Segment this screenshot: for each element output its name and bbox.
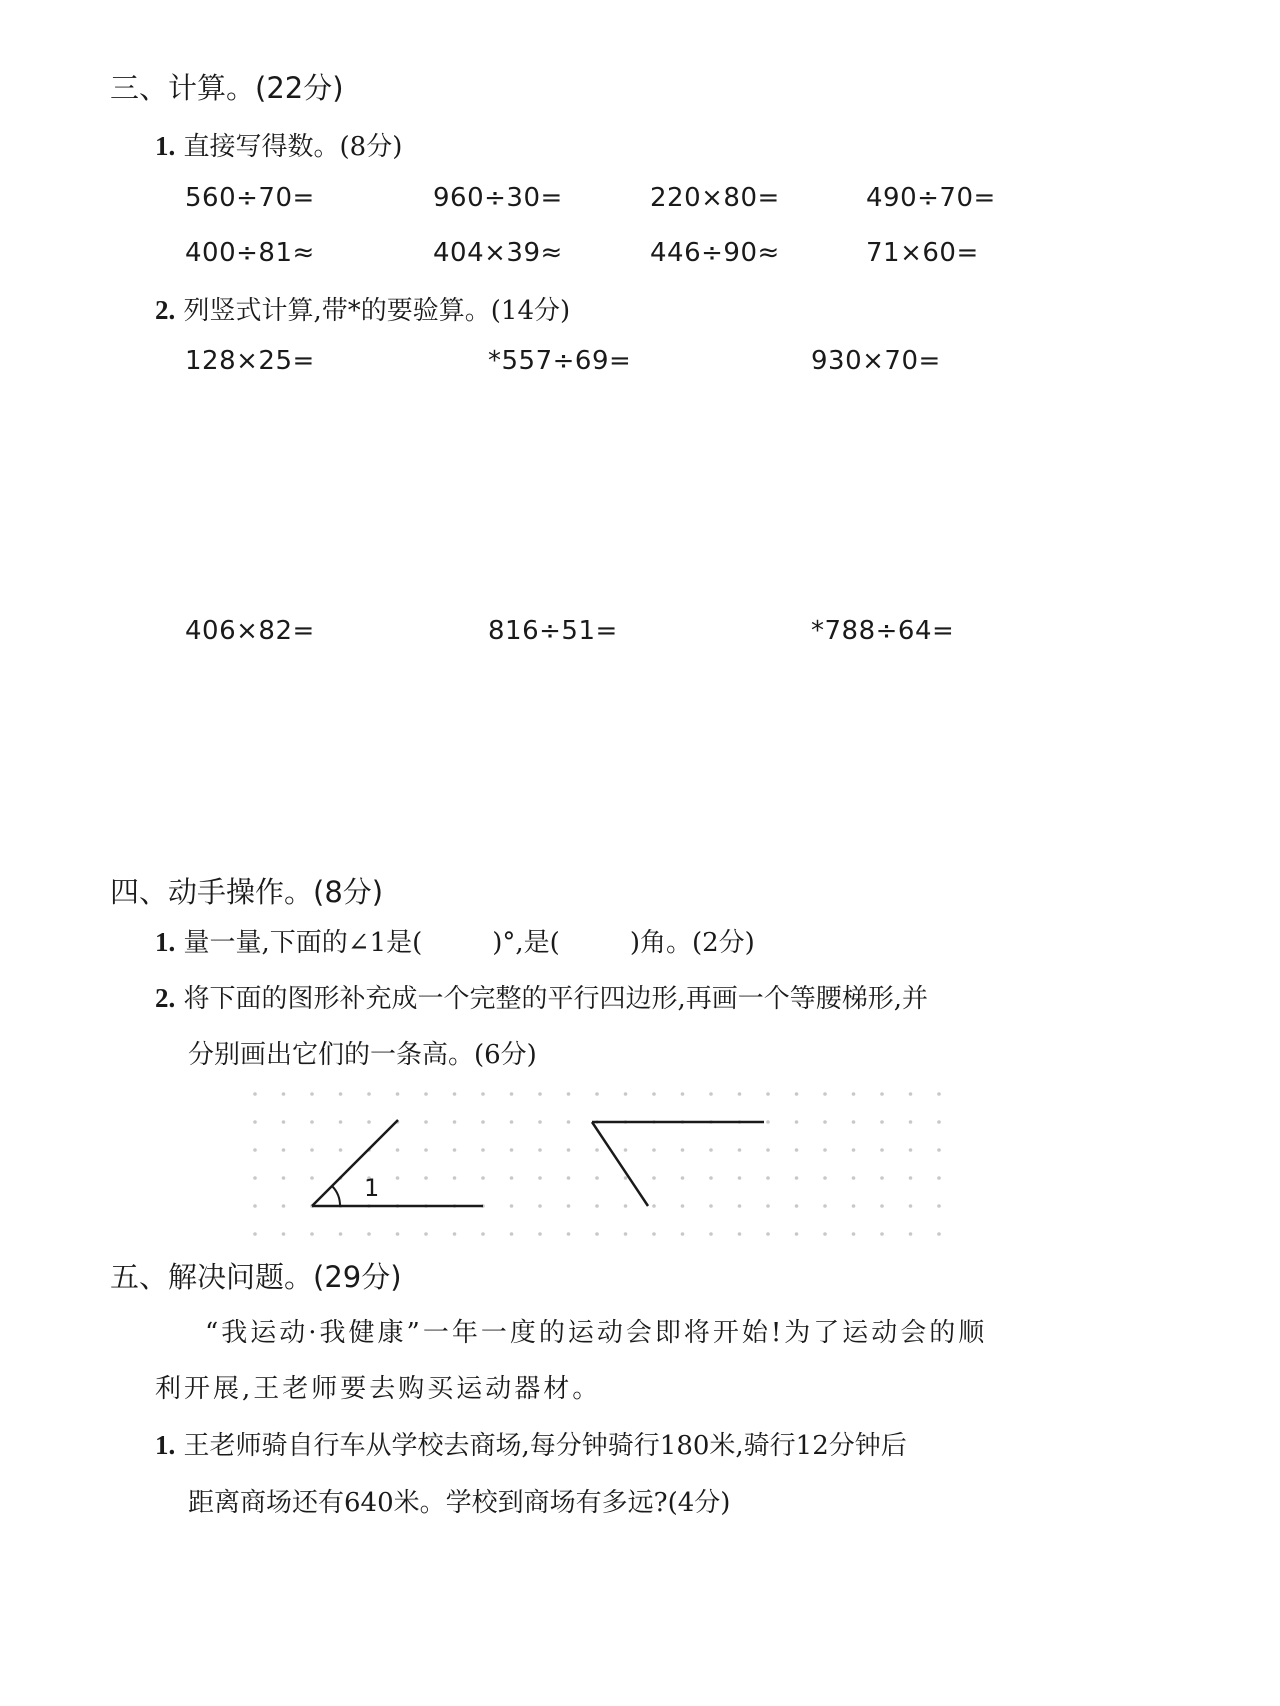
grid-dot (738, 1092, 742, 1096)
grid-dot (282, 1204, 286, 1208)
grid-dot (253, 1120, 257, 1124)
grid-dot (652, 1148, 656, 1152)
grid-dot (823, 1232, 827, 1236)
grid-dot (795, 1148, 799, 1152)
grid-dot (652, 1092, 656, 1096)
grid-dot (880, 1120, 884, 1124)
grid-dot (567, 1204, 571, 1208)
grid-dot (909, 1120, 913, 1124)
grid-dot (538, 1232, 542, 1236)
grid-dot (253, 1232, 257, 1236)
grid-dot (766, 1232, 770, 1236)
grid-dot (709, 1204, 713, 1208)
grid-dot (624, 1176, 628, 1180)
grid-dot (310, 1176, 314, 1180)
grid-dot (567, 1092, 571, 1096)
grid-dot (823, 1204, 827, 1208)
grid-dot (282, 1232, 286, 1236)
grid-dot (595, 1232, 599, 1236)
grid-dot (652, 1176, 656, 1180)
grid-dot (880, 1176, 884, 1180)
angle-arc (332, 1186, 340, 1206)
grid-dot (738, 1176, 742, 1180)
grid-dot (453, 1148, 457, 1152)
grid-dot (538, 1120, 542, 1124)
grid-dot (367, 1232, 371, 1236)
grid-dot (453, 1092, 457, 1096)
grid-dot (880, 1232, 884, 1236)
grid-dot (681, 1092, 685, 1096)
grid-dot (396, 1092, 400, 1096)
grid-dot (795, 1176, 799, 1180)
grid-dot (510, 1232, 514, 1236)
grid-dot (510, 1176, 514, 1180)
grid-dot (424, 1232, 428, 1236)
intro-line-1: “我运动·我健康”一年一度的运动会即将开始!为了运动会的顺 (205, 1318, 988, 1348)
grid-dot (481, 1092, 485, 1096)
grid-dot (339, 1148, 343, 1152)
grid-dot (595, 1148, 599, 1152)
grid-dot (766, 1204, 770, 1208)
grid-dot (481, 1176, 485, 1180)
expr-3-2-a: 128×25= (185, 346, 315, 376)
grid-dot (880, 1204, 884, 1208)
grid-dot (424, 1120, 428, 1124)
grid-dot (310, 1092, 314, 1096)
grid-dot (937, 1204, 941, 1208)
question-title: 列竖式计算,带*的要验算。(14分) (183, 296, 571, 326)
section-4-title: 四、动手操作。(8分) (110, 875, 384, 909)
grid-dot (310, 1148, 314, 1152)
grid-dot (880, 1092, 884, 1096)
grid-dot (339, 1232, 343, 1236)
grid-dot (709, 1092, 713, 1096)
grid-dot (253, 1148, 257, 1152)
grid-dot (795, 1204, 799, 1208)
grid-dot (880, 1148, 884, 1152)
angle-ray-slanted (312, 1120, 398, 1206)
grid-dot (852, 1092, 856, 1096)
grid-dot (538, 1204, 542, 1208)
grid-dot (823, 1176, 827, 1180)
grid-dot (709, 1176, 713, 1180)
grid-dot (282, 1176, 286, 1180)
grid-dot (310, 1120, 314, 1124)
grid-dot (738, 1232, 742, 1236)
question-4-2-line-2: 分别画出它们的一条高。(6分) (188, 1040, 537, 1070)
grid-dot (310, 1232, 314, 1236)
expr-3-1-d: 490÷70= (866, 183, 996, 213)
grid-dot (339, 1092, 343, 1096)
grid-dot (852, 1148, 856, 1152)
grid-dot (823, 1092, 827, 1096)
grid-dot (538, 1176, 542, 1180)
question-number: 2. (155, 983, 176, 1013)
grid-dot (852, 1204, 856, 1208)
question-text: 王老师骑自行车从学校去商场,每分钟骑行180米,骑行12分钟后 (183, 1431, 907, 1461)
grid-dot (937, 1092, 941, 1096)
grid-dot (652, 1232, 656, 1236)
grid-dot (823, 1148, 827, 1152)
grid-dot (766, 1176, 770, 1180)
expr-3-2-e: 816÷51= (488, 616, 618, 646)
grid-dot (624, 1148, 628, 1152)
expr-3-2-b: *557÷69= (488, 346, 632, 376)
grid-dot (253, 1092, 257, 1096)
grid-dot (681, 1176, 685, 1180)
grid-dot (852, 1120, 856, 1124)
grid-dot (396, 1148, 400, 1152)
section-3-title: 三、计算。(22分) (110, 71, 344, 105)
grid-dot (367, 1120, 371, 1124)
grid-dot (481, 1232, 485, 1236)
grid-dot (681, 1148, 685, 1152)
grid-dot (909, 1232, 913, 1236)
grid-dot (852, 1232, 856, 1236)
question-number: 1. (155, 131, 176, 161)
grid-dot (282, 1148, 286, 1152)
expr-3-1-e: 400÷81≈ (185, 238, 315, 268)
question-number: 1. (155, 1430, 176, 1460)
grid-dot (396, 1176, 400, 1180)
grid-dot (282, 1120, 286, 1124)
grid-dot (510, 1120, 514, 1124)
grid-dot (595, 1204, 599, 1208)
grid-dot (481, 1120, 485, 1124)
grid-dot (738, 1204, 742, 1208)
grid-dot (624, 1232, 628, 1236)
grid-dot (424, 1092, 428, 1096)
grid-dot (253, 1176, 257, 1180)
expr-3-1-h: 71×60= (866, 238, 979, 268)
grid-dot (453, 1120, 457, 1124)
grid-dot (766, 1120, 770, 1124)
grid-dot (510, 1092, 514, 1096)
grid-dot (823, 1120, 827, 1124)
question-text: 将下面的图形补充成一个完整的平行四边形,再画一个等腰梯形,并 (183, 984, 929, 1014)
grid-dot (595, 1092, 599, 1096)
grid-dot (567, 1148, 571, 1152)
grid-dot (766, 1148, 770, 1152)
expr-3-2-f: *788÷64= (811, 616, 955, 646)
grid-dot (909, 1092, 913, 1096)
grid-dot (424, 1176, 428, 1180)
grid-dot (567, 1120, 571, 1124)
question-number: 1. (155, 927, 176, 957)
grid-dot (909, 1148, 913, 1152)
question-part-3: )角。(2分) (629, 928, 755, 958)
expr-3-2-d: 406×82= (185, 616, 315, 646)
grid-dot (424, 1148, 428, 1152)
grid-dot (567, 1176, 571, 1180)
expr-3-1-c: 220×80= (650, 183, 780, 213)
question-number: 2. (155, 295, 176, 325)
grid-dot (595, 1176, 599, 1180)
grid-dot (481, 1148, 485, 1152)
expr-3-1-f: 404×39≈ (433, 238, 563, 268)
grid-dot (282, 1092, 286, 1096)
grid-dot (937, 1120, 941, 1124)
section-5-title: 五、解决问题。(29分) (110, 1260, 402, 1294)
grid-dot (909, 1204, 913, 1208)
grid-dot (624, 1092, 628, 1096)
grid-dot (567, 1232, 571, 1236)
grid-dot (538, 1148, 542, 1152)
expr-3-2-c: 930×70= (811, 346, 941, 376)
dot-grid (253, 1092, 941, 1236)
grid-dot (852, 1176, 856, 1180)
grid-dot (937, 1232, 941, 1236)
parallelogram-side-edge (592, 1122, 648, 1206)
grid-dot (253, 1204, 257, 1208)
expr-3-1-g: 446÷90≈ (650, 238, 780, 268)
expr-3-1-b: 960÷30= (433, 183, 563, 213)
grid-dot (453, 1232, 457, 1236)
expr-3-1-a: 560÷70= (185, 183, 315, 213)
question-part-2: )°,是( (492, 928, 560, 958)
grid-dot (795, 1092, 799, 1096)
grid-dot (937, 1148, 941, 1152)
grid-dot (624, 1204, 628, 1208)
question-part-1: 量一量,下面的∠1是( (183, 928, 423, 958)
grid-dot (367, 1092, 371, 1096)
grid-dot (909, 1176, 913, 1180)
grid-dot (937, 1176, 941, 1180)
grid-dot (795, 1120, 799, 1124)
grid-dot (510, 1204, 514, 1208)
question-5-1-line-1 (155, 1425, 907, 1462)
grid-dot (795, 1232, 799, 1236)
grid-dot (453, 1176, 457, 1180)
grid-dot (709, 1148, 713, 1152)
grid-dot (510, 1148, 514, 1152)
grid-dot (766, 1092, 770, 1096)
grid-dot (681, 1232, 685, 1236)
grid-dot (709, 1232, 713, 1236)
grid-dot (681, 1204, 685, 1208)
grid-dot (652, 1204, 656, 1208)
question-title: 直接写得数。(8分) (183, 132, 403, 162)
grid-dot (538, 1092, 542, 1096)
question-5-1-line-2: 距离商场还有640米。学校到商场有多远?(4分) (188, 1488, 731, 1518)
grid-dot (339, 1120, 343, 1124)
grid-dot (738, 1148, 742, 1152)
intro-line-2: 利开展,王老师要去购买运动器材。 (155, 1374, 602, 1404)
grid-dot (396, 1232, 400, 1236)
angle-label: 1 (364, 1174, 380, 1202)
